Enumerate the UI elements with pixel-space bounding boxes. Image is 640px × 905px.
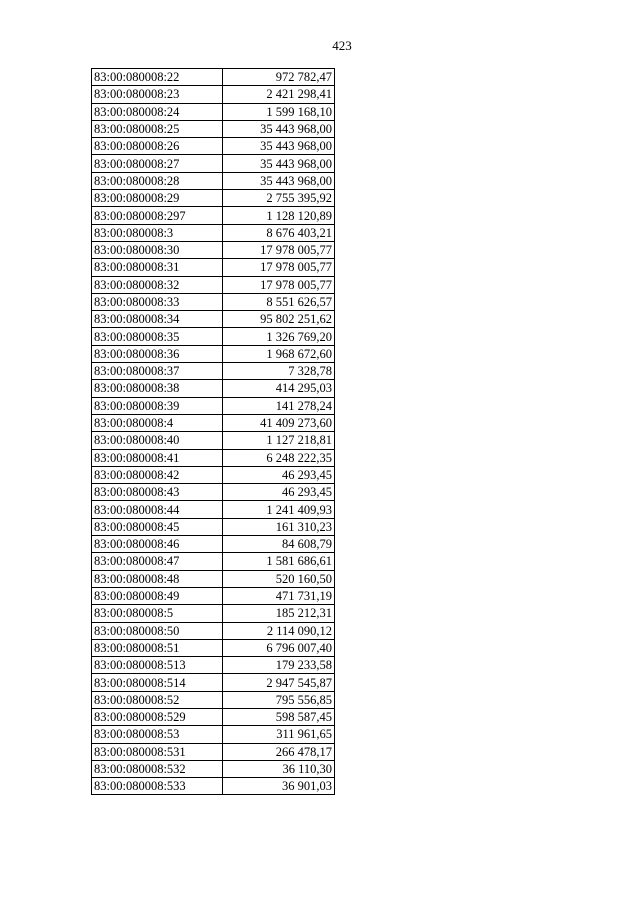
- value-cell: 35 443 968,00: [223, 120, 335, 137]
- table-row: [92, 293, 335, 310]
- cadastral-number-cell: 83:00:080008:52: [92, 691, 223, 708]
- value-cell: 2 947 545,87: [223, 674, 335, 691]
- value-cell: 414 295,03: [223, 380, 335, 397]
- table-row: [92, 778, 335, 795]
- table-row: [92, 363, 335, 380]
- cadastral-number-cell: 83:00:080008:40: [92, 432, 223, 449]
- value-cell: 1 128 120,89: [223, 207, 335, 224]
- cadastral-number-cell: 83:00:080008:47: [92, 553, 223, 570]
- cadastral-number-cell: 83:00:080008:532: [92, 760, 223, 777]
- value-cell: 972 782,47: [223, 69, 335, 86]
- table-row: [92, 432, 335, 449]
- table-row: [92, 691, 335, 708]
- cadastral-number-cell: 83:00:080008:31: [92, 259, 223, 276]
- table-row: [92, 69, 335, 86]
- cadastral-number-cell: 83:00:080008:27: [92, 155, 223, 172]
- cadastral-number-cell: 83:00:080008:533: [92, 778, 223, 795]
- value-cell: 1 968 672,60: [223, 345, 335, 362]
- cadastral-number-cell: 83:00:080008:513: [92, 657, 223, 674]
- table-row: [92, 674, 335, 691]
- cadastral-number-cell: 83:00:080008:43: [92, 484, 223, 501]
- value-cell: 2 421 298,41: [223, 86, 335, 103]
- value-cell: 2 755 395,92: [223, 190, 335, 207]
- cadastral-number-cell: 83:00:080008:23: [92, 86, 223, 103]
- table-row: [92, 190, 335, 207]
- value-cell: 6 248 222,35: [223, 449, 335, 466]
- table-row: [92, 657, 335, 674]
- value-cell: 1 599 168,10: [223, 103, 335, 120]
- value-cell: 6 796 007,40: [223, 639, 335, 656]
- cadastral-number-cell: 83:00:080008:50: [92, 622, 223, 639]
- value-cell: 795 556,85: [223, 691, 335, 708]
- cadastral-number-cell: 83:00:080008:26: [92, 138, 223, 155]
- cadastral-number-cell: 83:00:080008:4: [92, 414, 223, 431]
- table-row: [92, 207, 335, 224]
- cadastral-number-cell: 83:00:080008:34: [92, 311, 223, 328]
- value-cell: 1 581 686,61: [223, 553, 335, 570]
- cadastral-number-cell: 83:00:080008:39: [92, 397, 223, 414]
- table-row: [92, 276, 335, 293]
- value-cell: 520 160,50: [223, 570, 335, 587]
- value-cell: 46 293,45: [223, 484, 335, 501]
- table-row: [92, 241, 335, 258]
- table-row: [92, 726, 335, 743]
- value-cell: 95 802 251,62: [223, 311, 335, 328]
- value-cell: 141 278,24: [223, 397, 335, 414]
- cadastral-number-cell: 83:00:080008:5: [92, 605, 223, 622]
- value-cell: 17 978 005,77: [223, 259, 335, 276]
- table-row: [92, 86, 335, 103]
- value-cell: 35 443 968,00: [223, 155, 335, 172]
- value-cell: 84 608,79: [223, 536, 335, 553]
- cadastral-number-cell: 83:00:080008:297: [92, 207, 223, 224]
- cadastral-number-cell: 83:00:080008:30: [92, 241, 223, 258]
- table-row: [92, 501, 335, 518]
- value-cell: 17 978 005,77: [223, 241, 335, 258]
- cadastral-number-cell: 83:00:080008:35: [92, 328, 223, 345]
- value-cell: 179 233,58: [223, 657, 335, 674]
- value-cell: 8 551 626,57: [223, 293, 335, 310]
- cadastral-number-cell: 83:00:080008:42: [92, 466, 223, 483]
- cadastral-number-cell: 83:00:080008:29: [92, 190, 223, 207]
- cadastral-number-cell: 83:00:080008:53: [92, 726, 223, 743]
- value-cell: 7 328,78: [223, 363, 335, 380]
- cadastral-number-cell: 83:00:080008:49: [92, 587, 223, 604]
- table-row: [92, 345, 335, 362]
- table-row: [92, 414, 335, 431]
- cadastral-number-cell: 83:00:080008:48: [92, 570, 223, 587]
- table-row: [92, 587, 335, 604]
- cadastral-number-cell: 83:00:080008:32: [92, 276, 223, 293]
- page-number: 423: [332, 38, 352, 53]
- value-cell: 185 212,31: [223, 605, 335, 622]
- cadastral-number-cell: 83:00:080008:24: [92, 103, 223, 120]
- table-row: [92, 518, 335, 535]
- table-body: [92, 69, 335, 795]
- table-row: [92, 155, 335, 172]
- table-row: [92, 449, 335, 466]
- value-cell: 2 114 090,12: [223, 622, 335, 639]
- value-cell: 17 978 005,77: [223, 276, 335, 293]
- cadastral-number-cell: 83:00:080008:51: [92, 639, 223, 656]
- table-row: [92, 224, 335, 241]
- table-row: [92, 743, 335, 760]
- table-row: [92, 120, 335, 137]
- value-cell: 161 310,23: [223, 518, 335, 535]
- table-row: [92, 466, 335, 483]
- table-row: [92, 605, 335, 622]
- value-cell: 598 587,45: [223, 708, 335, 725]
- value-cell: 35 443 968,00: [223, 172, 335, 189]
- value-cell: 36 901,03: [223, 778, 335, 795]
- table-row: [92, 570, 335, 587]
- value-cell: 1 127 218,81: [223, 432, 335, 449]
- cadastral-number-cell: 83:00:080008:531: [92, 743, 223, 760]
- table-row: [92, 708, 335, 725]
- value-cell: 311 961,65: [223, 726, 335, 743]
- table-row: [92, 259, 335, 276]
- table-row: [92, 553, 335, 570]
- cadastral-number-cell: 83:00:080008:33: [92, 293, 223, 310]
- cadastral-number-cell: 83:00:080008:22: [92, 69, 223, 86]
- table-row: [92, 622, 335, 639]
- table-row: [92, 484, 335, 501]
- cadastral-number-cell: 83:00:080008:45: [92, 518, 223, 535]
- table-row: [92, 639, 335, 656]
- cadastral-number-cell: 83:00:080008:41: [92, 449, 223, 466]
- value-cell: 266 478,17: [223, 743, 335, 760]
- cadastral-number-cell: 83:00:080008:36: [92, 345, 223, 362]
- table-row: [92, 536, 335, 553]
- cadastral-number-cell: 83:00:080008:37: [92, 363, 223, 380]
- value-cell: 36 110,30: [223, 760, 335, 777]
- table-row: [92, 103, 335, 120]
- value-cell: 41 409 273,60: [223, 414, 335, 431]
- value-cell: 46 293,45: [223, 466, 335, 483]
- value-cell: 1 326 769,20: [223, 328, 335, 345]
- cadastral-number-cell: 83:00:080008:3: [92, 224, 223, 241]
- value-cell: 471 731,19: [223, 587, 335, 604]
- cadastral-number-cell: 83:00:080008:38: [92, 380, 223, 397]
- value-cell: 8 676 403,21: [223, 224, 335, 241]
- cadastral-number-cell: 83:00:080008:46: [92, 536, 223, 553]
- cadastral-number-cell: 83:00:080008:28: [92, 172, 223, 189]
- cadastral-value-table: [91, 68, 335, 795]
- table-row: [92, 172, 335, 189]
- cadastral-number-cell: 83:00:080008:529: [92, 708, 223, 725]
- table-row: [92, 311, 335, 328]
- table-row: [92, 760, 335, 777]
- table-row: [92, 328, 335, 345]
- cadastral-number-cell: 83:00:080008:514: [92, 674, 223, 691]
- table-row: [92, 138, 335, 155]
- table-row: [92, 380, 335, 397]
- value-cell: 35 443 968,00: [223, 138, 335, 155]
- value-cell: 1 241 409,93: [223, 501, 335, 518]
- cadastral-number-cell: 83:00:080008:44: [92, 501, 223, 518]
- table-row: [92, 397, 335, 414]
- cadastral-number-cell: 83:00:080008:25: [92, 120, 223, 137]
